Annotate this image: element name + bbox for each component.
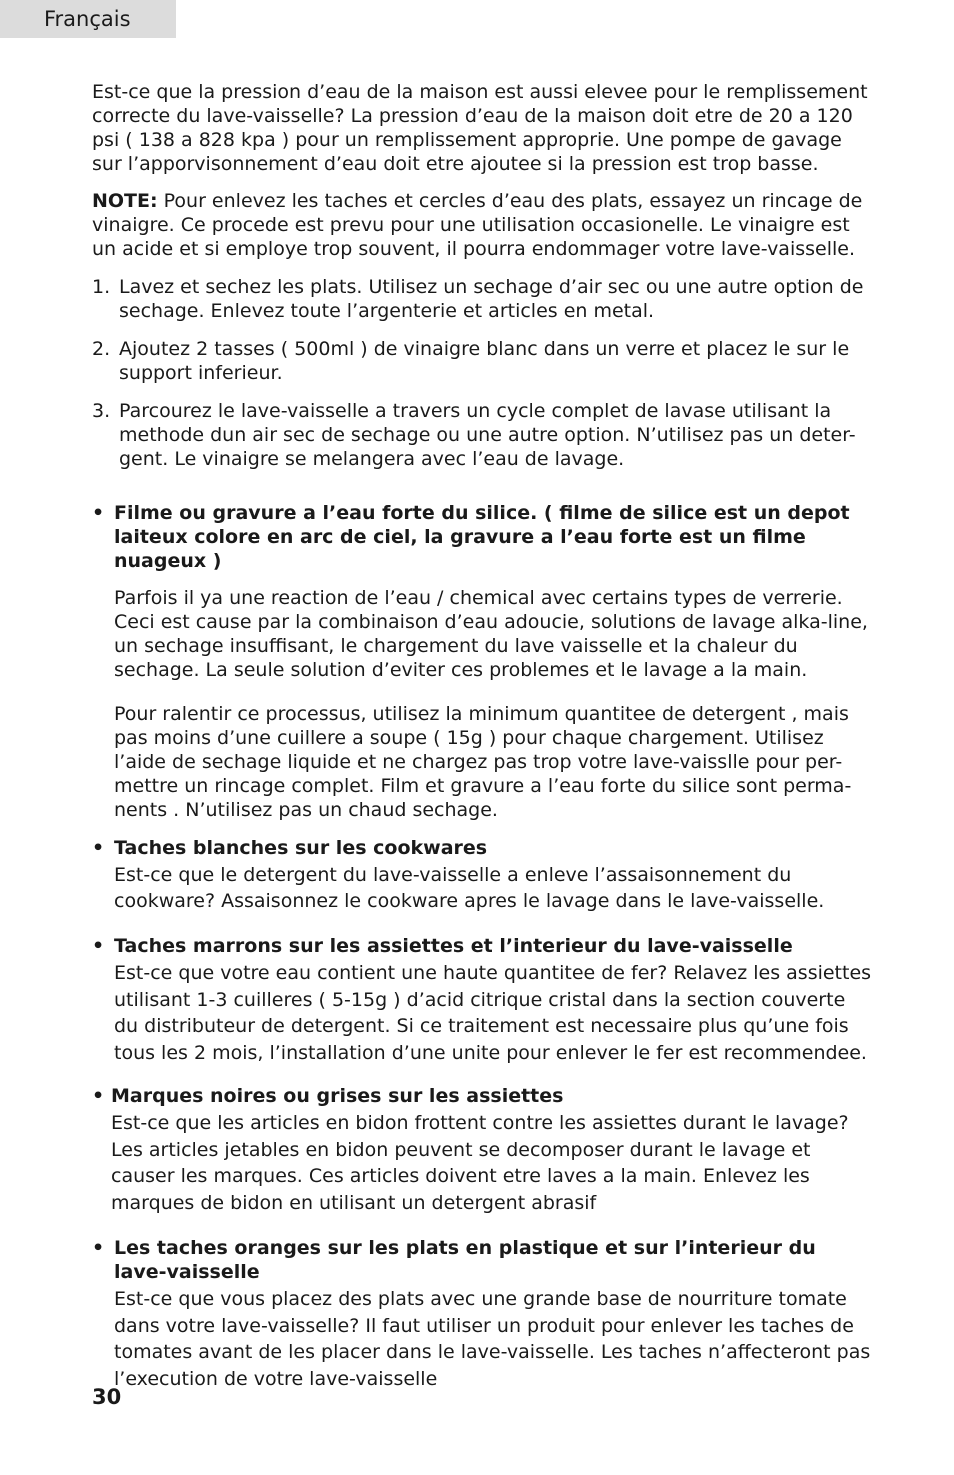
bullet-dot: • <box>92 1237 105 1259</box>
bullet-dot: • <box>92 837 105 859</box>
section-title: Taches blanches sur les cookwares <box>114 837 488 859</box>
section-body: Parfois il ya une reaction de l’eau / chemical avec certains types de verrerie. Ceci est cause par la combinaison d’eau adoucie, solutions de lavage alka-line, un sechage insuffisant, le chargement du lave vaisselle et la chaleur du sechage. La seule solution d’eviter ces problemes et le lavage a la main. <box>114 587 868 681</box>
language-tab: Français <box>0 0 176 38</box>
step-text: Lavez et sechez les plats. Utilisez un sechage d’air sec ou une autre option de sechage. Enlevez toute l’argenterie et articles en metal. <box>119 276 864 322</box>
silica-section <box>92 501 872 822</box>
step-item <box>92 337 872 385</box>
section-title: Taches marrons sur les assiettes et l’interieur du lave-vaisselle <box>114 935 793 957</box>
section-title: Filme ou gravure a l’eau forte du silice. ( filme de silice est un depot laiteux colore en arc de ciel, la gravure a l’eau forte est un filme nuageux ) <box>114 502 850 572</box>
section-body: Est-ce que votre eau contient une haute quantitee de fer? Relavez les assiettes utilisant 1-3 cuilleres ( 5-15g ) d’acid citrique cristal dans la section couverte du distributeur de detergent. Si ce traitement est necessaire plus qu’une fois tous les 2 mois, l’installation d’une unite pour enlever le fer est recommendee. <box>114 962 872 1064</box>
brown-spots-section <box>92 934 872 1066</box>
bullet-dot: • <box>92 1085 105 1107</box>
note-text: Pour enlevez les taches et cercles d’eau des plats, essayez un rincage de vinaigre. Ce procede est prevu pour une utilisation occasionelle. Le vinaigre est un acide et si employe trop souvent, il pourra endommager votre lave-vaisselle. <box>92 190 863 260</box>
pressure-paragraph: Est-ce que la pression d’eau de la maison est aussi elevee pour le remplissement correcte du lave-vaisselle? La pression d’eau de la maison doit etre de 20 a 120 psi ( 138 a 828 kpa ) pour un remplissement approprie. Une pompe de gavage sur l’apporvisonnement d’eau doit etre ajoutee si la pression est trop basse. <box>92 81 868 175</box>
section-title: Les taches oranges sur les plats en plastique et sur l’interieur du lave-vaisselle <box>114 1237 816 1283</box>
step-item <box>92 275 872 323</box>
section-body: Est-ce que vous placez des plats avec une grande base de nourriture tomate dans votre lave-vaisselle? Il faut utiliser un produit pour enlever les taches de tomates avant de les placer dans le lave-vaisselle. Les taches n’affecteront pas l’execution de votre lave-vaisselle <box>114 1288 871 1390</box>
white-spots-section <box>92 836 872 914</box>
step-text: Ajoutez 2 tasses ( 500ml ) de vinaigre blanc dans un verre et placez le sur le support inferieur. <box>119 338 850 384</box>
orange-spots-section <box>92 1236 872 1392</box>
note-label: NOTE: <box>92 190 158 212</box>
step-number: 3. <box>92 400 111 422</box>
section-title: Marques noires ou grises sur les assiettes <box>111 1085 564 1107</box>
section-body: Pour ralentir ce processus, utilisez la minimum quantitee de detergent , mais pas moins d’une cuillere a soupe ( 15g ) pour chaque chargement. Utilisez l’aide de sechage liquide et ne chargez pas trop votre lave-vaisslle pour per-mettre un rincage complet. Film et gravure a l’eau forte du silice sont perma-nents . N’utilisez pas un chaud sechage. <box>114 703 852 821</box>
section-body: Est-ce que les articles en bidon frottent contre les assiettes durant le lavage? Les articles jetables en bidon peuvent se decomposer durant le lavage et causer les marques. Ces articles doivent etre laves a la main. Enlevez les marques de bidon en utilisant un detergent abrasif <box>111 1112 849 1214</box>
step-number: 2. <box>92 338 111 360</box>
step-text: Parcourez le lave-vaisselle a travers un cycle complet de lavase utilisant la methode dun air sec de sechage ou une autre option. N’utilisez pas un deter-gent. Le vinaigre se melangera avec l’eau de lavage. <box>119 400 856 470</box>
bullet-dot: • <box>92 935 105 957</box>
page-content <box>92 80 872 1392</box>
page-number: 30 <box>92 1385 122 1409</box>
black-marks-section <box>92 1084 872 1216</box>
section-body: Est-ce que le detergent du lave-vaisselle a enleve l’assaisonnement du cookware? Assaisonnez le cookware apres le lavage dans le lave-vaisselle. <box>114 864 825 912</box>
step-item <box>92 399 872 471</box>
note-paragraph <box>92 189 872 261</box>
step-number: 1. <box>92 276 111 298</box>
bullet-dot: • <box>92 502 105 524</box>
